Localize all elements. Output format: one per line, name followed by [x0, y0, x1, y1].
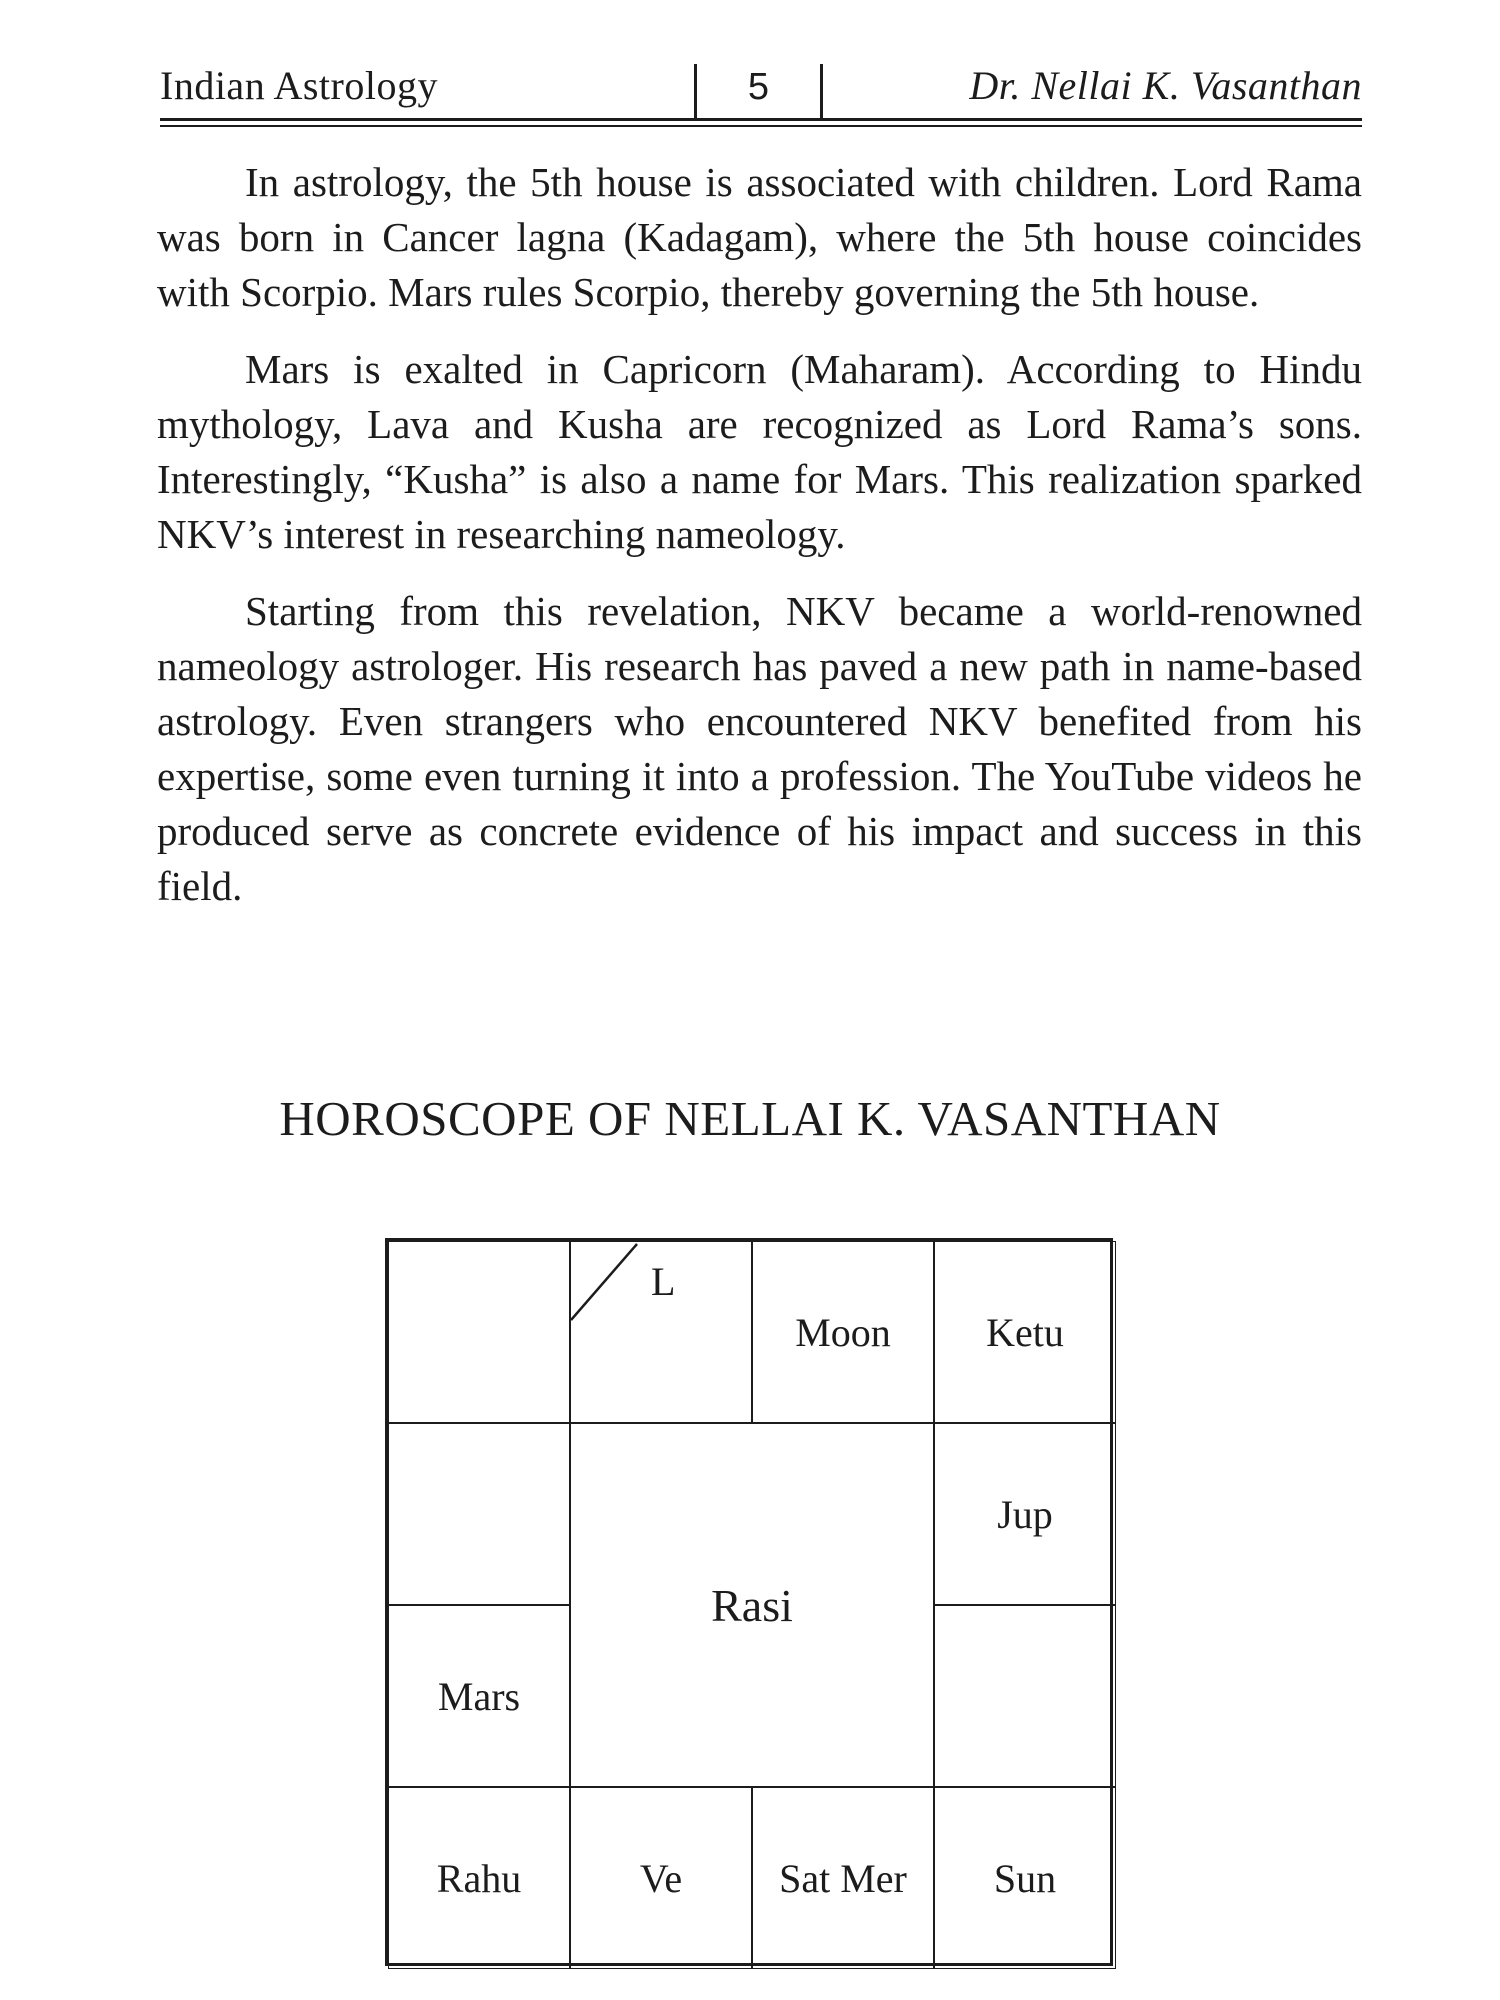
house-cell: Rahu	[388, 1787, 570, 1969]
house-cell: Sat Mer	[752, 1787, 934, 1969]
paragraph: Starting from this revelation, NKV became a world-renowned nameology astrologer. His research has paved a new path in name-based astrology. Even strangers who encountered NKV benefited from his expertise, some even turning it into a profession. The YouTube videos he produced serve as concrete evidence of his impact and success in this field.	[157, 588, 1362, 909]
header-rule	[160, 125, 1362, 127]
chart-title: HOROSCOPE OF NELLAI K. VASANTHAN	[279, 1091, 1221, 1146]
page-header	[160, 58, 1362, 120]
paragraph: Mars is exalted in Capricorn (Maharam). According to Hindu mythology, Lava and Kusha are recognized as Lord Rama’s sons. Interestingly, “Kusha” is also a name for Mars. This realization sparked NKV’s interest in researching nameology.	[157, 346, 1362, 557]
house-cell	[934, 1605, 1116, 1787]
rasi-chart	[385, 1238, 1113, 1966]
house-cell: Mars	[388, 1605, 570, 1787]
house-cell: Ve	[570, 1787, 752, 1969]
book-title: Indian Astrology	[160, 63, 438, 108]
house-cell	[388, 1423, 570, 1605]
paragraph: In astrology, the 5th house is associated with children. Lord Rama was born in Cancer lagna (Kadagam), where the 5th house coincides with Scorpio. Mars rules Scorpio, thereby governing the 5th house.	[157, 159, 1362, 315]
house-cell: Sun	[934, 1787, 1116, 1969]
page-number: 5	[747, 66, 770, 108]
lagna-house-cell	[570, 1241, 752, 1423]
house-cell: Ketu	[934, 1241, 1116, 1423]
body-text	[157, 155, 1362, 936]
house-cell: Moon	[752, 1241, 934, 1423]
author-name: Dr. Nellai K. Vasanthan	[969, 63, 1362, 108]
rasi-center-label: Rasi	[570, 1423, 934, 1787]
lagna-label: L	[651, 1259, 676, 1304]
header-rule	[160, 118, 1362, 121]
header-separator	[820, 64, 823, 118]
house-cell	[388, 1241, 570, 1423]
lagna-marker-line	[571, 1242, 641, 1322]
house-cell: Jup	[934, 1423, 1116, 1605]
